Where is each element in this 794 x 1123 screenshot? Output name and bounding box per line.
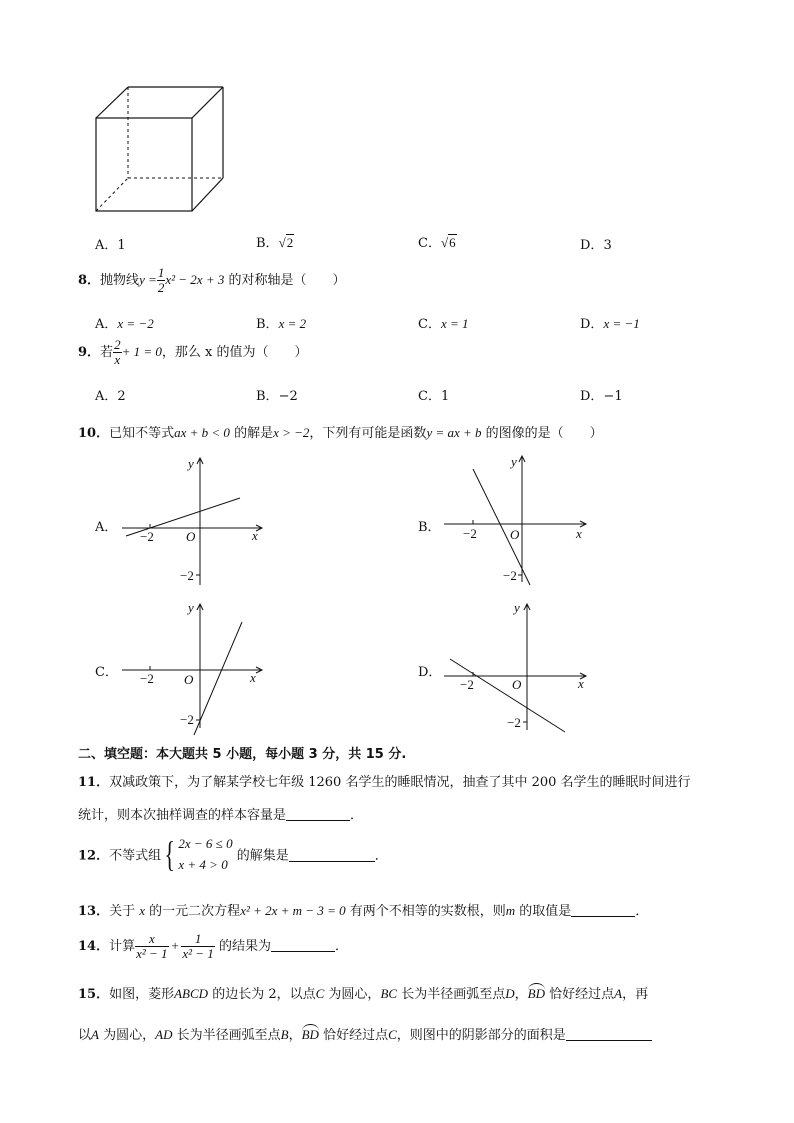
q8-option-b[interactable]: B．x = 2 — [256, 316, 307, 332]
q7-option-b[interactable]: B．√2 — [256, 235, 294, 251]
graph-c-xtick: −2 — [140, 671, 154, 686]
graph-b-xtick: −2 — [463, 526, 477, 541]
graph-d-xtick: −2 — [460, 677, 474, 692]
graph-d-origin: O — [512, 677, 522, 692]
q12-answer-blank[interactable] — [289, 847, 375, 862]
q7-option-a[interactable]: A．1 — [95, 238, 126, 253]
q10-option-c[interactable]: C． — [95, 665, 118, 680]
q10-option-b[interactable]: B． — [418, 520, 441, 535]
graph-c-y-label: y — [188, 600, 194, 615]
q15-answer-blank[interactable] — [566, 1026, 652, 1041]
graph-b-origin: O — [510, 527, 520, 542]
graph-d-x-label: x — [578, 676, 584, 691]
q8-option-a[interactable]: A．x = −2 — [95, 316, 154, 332]
graph-c-origin: O — [184, 672, 194, 687]
q9-option-d[interactable]: D．−1 — [580, 389, 623, 404]
q8-option-c[interactable]: C．x = 1 — [418, 316, 469, 332]
q10-option-d[interactable]: D． — [418, 665, 442, 680]
q10-option-a[interactable]: A． — [95, 520, 118, 535]
q13-question: 13．关于 x 的一元二次方程x² + 2x + m − 3 = 0 有两个不相等的实数根，则m 的取值是 ． — [78, 903, 649, 919]
q15-line1: 15．如图，菱形ABCD 的边长为 2，以点C 为圆心，BC 长为半径画弧至点D，BD 恰好经过点A，再 — [78, 986, 649, 1002]
graph-b-ytick: −2 — [503, 568, 517, 583]
q15-line2: 以A 为圆心，AD 长为半径画弧至点B，BD 恰好经过点C，则图中的阴影部分的面积是 — [78, 1024, 652, 1043]
q9-option-c[interactable]: C．1 — [418, 389, 450, 404]
section-2-title: 二、填空题：本大题共 5 小题，每小题 3 分，共 15 分. — [78, 747, 407, 762]
q8-question: 8．抛物线y = $\frac{1}{2}$ x² − 2x + 3 的对称轴是（ ） — [78, 265, 346, 295]
q8-option-d[interactable]: D．x = −1 — [580, 316, 640, 332]
graph-d-ytick: −2 — [507, 715, 521, 730]
graph-a-ytick: −2 — [180, 568, 194, 583]
q12-question: 12．不等式组{ 2x − 6 ≤ 0 x + 4 > 0 的解集是 ． — [78, 834, 388, 874]
q9-option-b[interactable]: B．−2 — [256, 389, 298, 404]
q7-option-d[interactable]: D．3 — [580, 238, 612, 253]
q10-question: 10．已知不等式ax + b < 0 的解是x > −2，下列有可能是函数y = ax + b 的图像的是（ ） — [78, 425, 603, 441]
graph-d-y-label: y — [514, 600, 520, 615]
q11-answer-blank[interactable] — [286, 806, 350, 821]
graph-c-x-label: x — [250, 670, 256, 685]
graph-a-origin: O — [186, 529, 196, 544]
graph-b-y-label: y — [511, 454, 517, 469]
graph-a-x-label: x — [252, 528, 258, 543]
q13-answer-blank[interactable] — [571, 902, 635, 917]
graph-c-ytick: −2 — [180, 712, 194, 727]
q9-question: 9．若 $\frac{2}{x}$ + 1 = 0，那么 x 的值为（ ） — [78, 337, 308, 367]
q7-option-c[interactable]: C．√6 — [418, 235, 456, 251]
graph-a-y-label: y — [188, 456, 194, 471]
q14-question: 14．计算 $\frac{x}{\text{x² − 1}}$ + $\frac{1}{\text{x² − 1}}$ 的结果为 ． — [78, 931, 348, 961]
q11-line1: 11．双减政策下，为了解某学校七年级 1260 名学生的睡眠情况，抽查了其中 200 名学生的睡眠时间进行 — [78, 775, 691, 790]
graph-a-xtick: −2 — [140, 529, 154, 544]
q9-option-a[interactable]: A．2 — [95, 389, 126, 404]
q11-line2: 统计，则本次抽样调查的样本容量是 ． — [78, 808, 364, 823]
graph-b-x-label: x — [576, 526, 582, 541]
q14-answer-blank[interactable] — [271, 937, 335, 952]
